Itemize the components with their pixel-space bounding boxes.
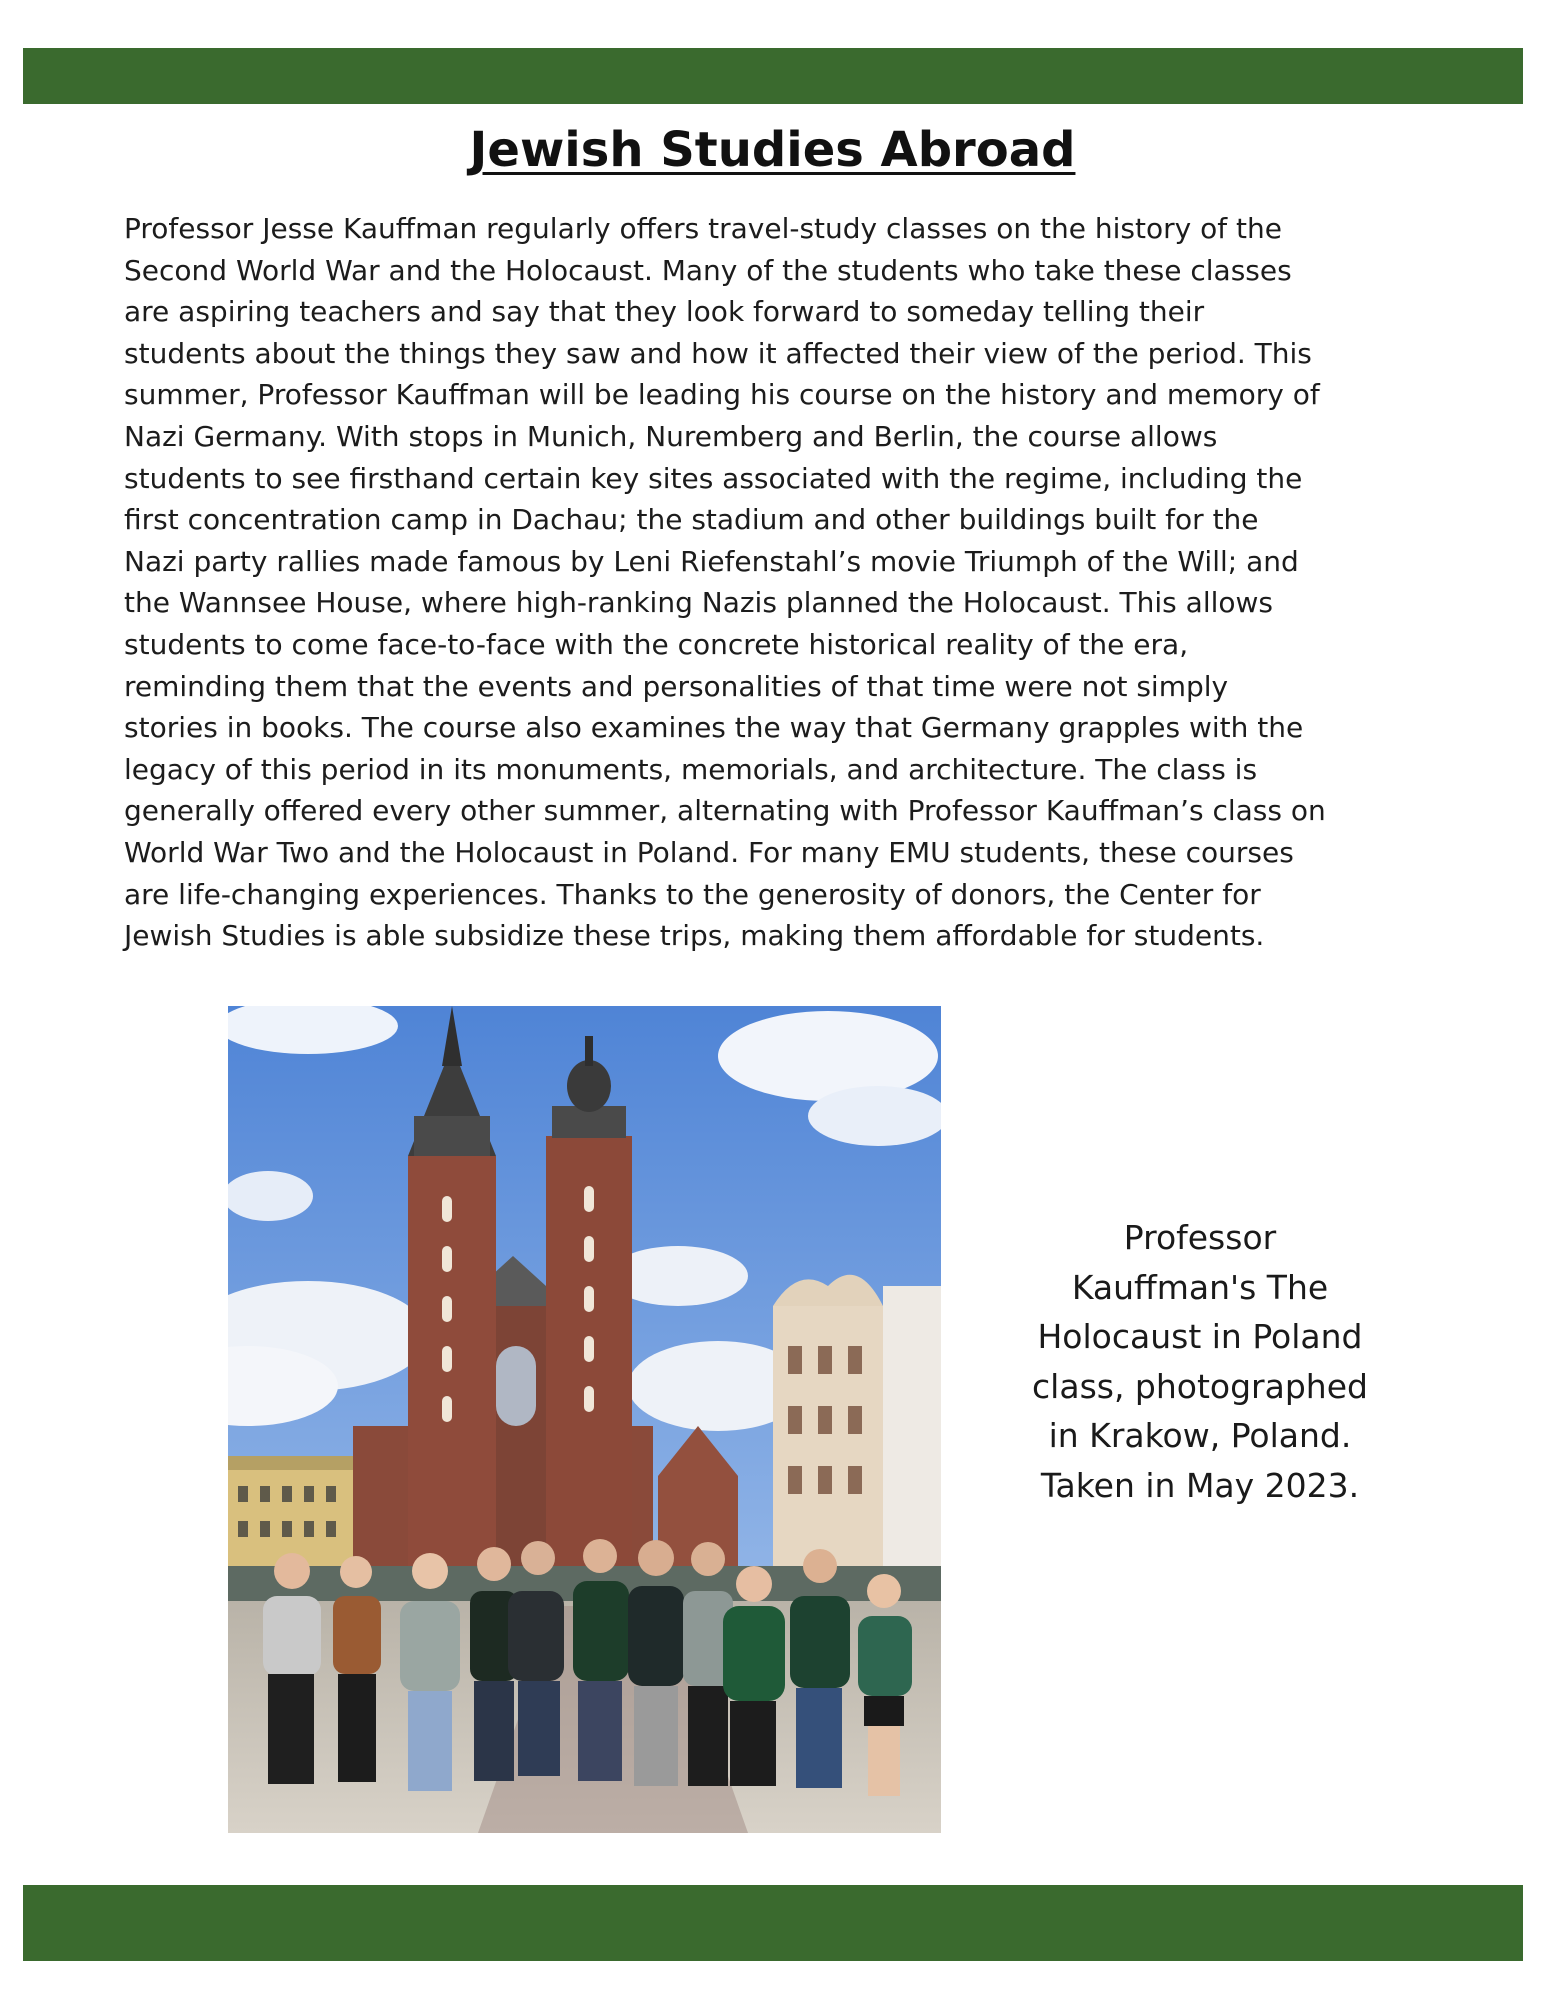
article-line: World War Two and the Holocaust in Poland. For many EMU students, these courses [124,835,1294,869]
article-line: legacy of this period in its monuments, memorials, and architecture. The class is [124,752,1258,786]
group-photo-krakow-icon [228,1006,941,1833]
article-line: generally offered every other summer, alternating with Professor Kauffman’s class on [124,794,1326,828]
caption-line: Kauffman's The [1071,1267,1329,1307]
article-line: Second World War and the Holocaust. Many of the students who take these classes [124,253,1292,287]
article-line: the Wannsee House, where high-ranking Nazis planned the Holocaust. This allows [124,586,1273,620]
article-line: stories in books. The course also examines the way that Germany grapples with the [124,711,1304,745]
article-line: Jewish Studies is able subsidize these trips, making them affordable for students. [124,919,1265,953]
article-body [124,208,1464,957]
caption-line: class, photographed [1032,1366,1368,1406]
article-line: Professor Jesse Kauffman regularly offers travel-study classes on the history of the [124,212,1282,245]
group-photo [228,1006,941,1833]
article-line: first concentration camp in Dachau; the stadium and other buildings built for the [124,503,1259,537]
article-line: students to see firsthand certain key sites associated with the regime, including the [124,461,1303,495]
page-title: Jewish Studies Abroad [469,122,1076,178]
article-line: students about the things they saw and how it affected their view of the period. This [124,336,1312,370]
caption-line: in Krakow, Poland. [1048,1416,1352,1455]
article-line: Nazi Germany. With stops in Munich, Nuremberg and Berlin, the course allows [124,419,1218,453]
article-line: are aspiring teachers and say that they look forward to someday telling their [124,295,1205,329]
article-line: reminding them that the events and personalities of that time were not simply [124,669,1229,703]
article-line: summer, Professor Kauffman will be leading his course on the history and memory of [124,378,1320,412]
article-line: are life-changing experiences. Thanks to the generosity of donors, the Center for [124,877,1261,911]
caption-line: Professor [1123,1218,1277,1257]
top-green-band [23,48,1523,104]
photo-caption [1000,1213,1400,1510]
article-line: Nazi party rallies made famous by Leni Riefenstahl’s movie Triumph of the Will; and [124,544,1299,578]
caption-line: Taken in May 2023. [1040,1465,1360,1505]
bottom-green-band [23,1885,1523,1961]
article-line: students to come face-to-face with the concrete historical reality of the era, [124,627,1189,661]
caption-line: Holocaust in Poland [1037,1317,1363,1356]
